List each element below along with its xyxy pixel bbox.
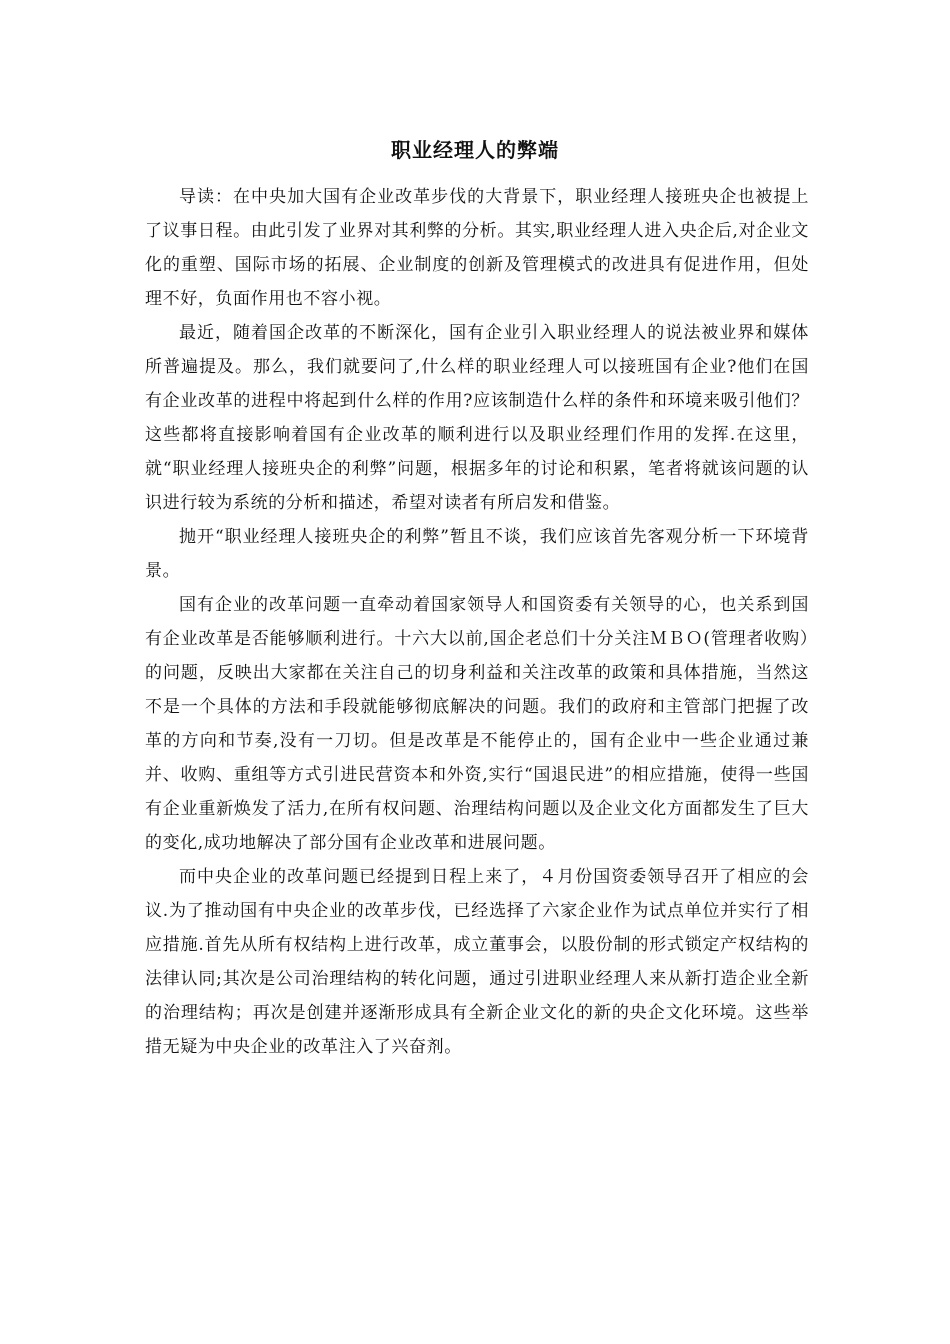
document-body: [145, 180, 809, 1064]
paragraph-central-soe: 而中央企业的改革问题已经提到日程上来了，４月份国资委领导召开了相应的会议.为了推动国有中央企业的改革步伐，已经选择了六家企业作为试点单位并实行了相应措施.首先从所有权结构上进行改革，成立董事会，以股份制的形式锁定产权结构的法律认同;其次是公司治理结构的转化问题，通过引进职业经理人来从新打造企业全新的治理结构；再次是创建并逐渐形成具有全新企业文化的新的央企文化环境。这些举措无疑为中央企业的改革注入了兴奋剂。: [145, 867, 809, 1057]
paragraph-background: 抛开“职业经理人接班央企的利弊”暂且不谈，我们应该首先客观分析一下环境背景。: [145, 527, 809, 581]
document-title: 职业经理人的弊端: [391, 138, 559, 162]
paragraph-recent: 最近，随着国企改革的不断深化，国有企业引入职业经理人的说法被业界和媒体所普遍提及。那么，我们就要问了,什么样的职业经理人可以接班国有企业?他们在国有企业改革的进程中将起到什么样的作用?应该制造什么样的条件和环境来吸引他们？这些都将直接影响着国有企业改革的顺利进行以及职业经理们作用的发挥.在这里，就“职业经理人接班央企的利弊”问题，根据多年的讨论和积累，笔者将就该问题的认识进行较为系统的分析和描述，希望对读者有所启发和借鉴。: [145, 323, 809, 513]
paragraph-intro: 导读：在中央加大国有企业改革步伐的大背景下，职业经理人接班央企也被提上了议事日程。由此引发了业界对其利弊的分析。其实,职业经理人进入央企后,对企业文化的重塑、国际市场的拓展、企业制度的创新及管理模式的改进具有促进作用，但处理不好，负面作用也不容小视。: [145, 187, 809, 309]
paragraph-soe-reform: 国有企业的改革问题一直牵动着国家领导人和国资委有关领导的心，也关系到国有企业改革是否能够顺利进行。十六大以前,国企老总们十分关注ＭＢＯ(管理者收购）的问题，反映出大家都在关注自己的切身利益和关注改革的政策和具体措施，当然这不是一个具体的方法和手段就能够彻底解决的问题。我们的政府和主管部门把握了改革的方向和节奏,没有一刀切。但是改革是不能停止的，国有企业中一些企业通过兼并、收购、重组等方式引进民营资本和外资,实行“国退民进”的相应措施，使得一些国有企业重新焕发了活力,在所有权问题、治理结构问题以及企业文化方面都发生了巨大的变化,成功地解决了部分国有企业改革和进展问题。: [145, 595, 809, 853]
